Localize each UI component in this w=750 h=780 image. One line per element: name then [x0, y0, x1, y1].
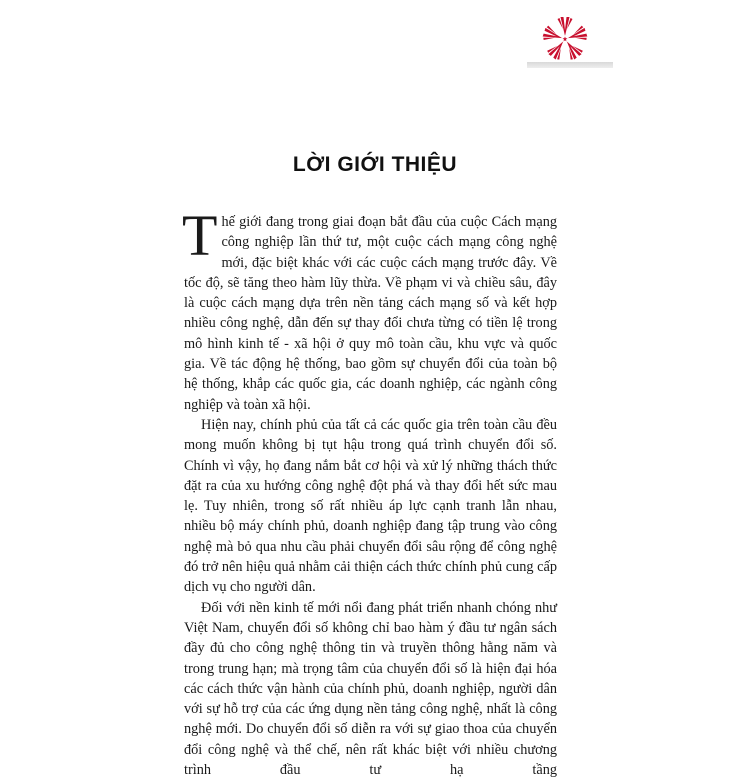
- drop-cap: T: [182, 203, 218, 268]
- paragraph-2: Hiện nay, chính phủ của tất cả các quốc gia trên toàn cầu đều mong muốn không bị tụt hậu trong quá trình chuyển đổi số. Chính vì vậy, họ đang nắm bắt cơ hội và xử lý những thách thức đặt ra của xu hướng công nghệ đột phá và thay đổi hết sức mau lẹ. Tuy nhiên, trong số rất nhiều áp lực cạnh tranh lẫn nhau, nhiều bộ máy chính phủ, doanh nghiệp đang tập trung vào công nghệ mà bỏ qua nhu cầu phải chuyển đổi sâu rộng để công nghệ đó trở nên hiệu quả nhằm cải thiện cách thức chính phủ cung cấp dịch vụ cho người dân.: [184, 416, 557, 596]
- paragraph-1-text: hế giới đang trong giai đoạn bắt đầu của cuộc Cách mạng công nghiệp lần thứ tư, một cuộc cách mạng công nghệ mới, đặc biệt khác với các cuộc cách mạng trước đây. Về tốc độ, sẽ tăng theo hàm lũy thừa. Về phạm vi và chiều sâu, đây là cuộc cách mạng dựa trên nền tảng cách mạng số và kết hợp nhiều công nghệ, dẫn đến sự thay đổi chưa từng có tiền lệ trong mô hình kinh tế - xã hội ở quy mô toàn cầu, khu vực và quốc gia. Về tác động hệ thống, bao gồm sự chuyển đổi của toàn bộ hệ thống, khắp các quốc gia, các doanh nghiệp, các ngành công nghiệp và toàn xã hội.: [184, 214, 557, 413]
- page-title: LỜI GIỚI THIỆU: [292, 153, 458, 176]
- body-text: [182, 203, 557, 780]
- paragraph-1: [182, 203, 557, 415]
- header-rule: [527, 62, 613, 68]
- paragraph-3: Đối với nền kinh tế mới nổi đang phát triển nhanh chóng như Việt Nam, chuyển đổi số không chỉ bao hàm ý đầu tư ngân sách đầy đủ cho công nghệ thông tin và truyền thông hằng năm và trong trung hạn; mà trọng tâm của chuyển đổi số là hiện đại hóa các cách thức vận hành của chính phủ, doanh nghiệp, người dân với sự hỗ trợ của các ứng dụng nền tảng công nghệ, nhất là công nghệ mới. Do chuyển đổi số diễn ra với sự giao thoa của chuyển đổi công nghệ và thể chế, nên rất khác biệt với nhiều chương trình đầu tư hạ tầng: [184, 599, 557, 779]
- red-star-flower-emblem-icon: [540, 14, 590, 64]
